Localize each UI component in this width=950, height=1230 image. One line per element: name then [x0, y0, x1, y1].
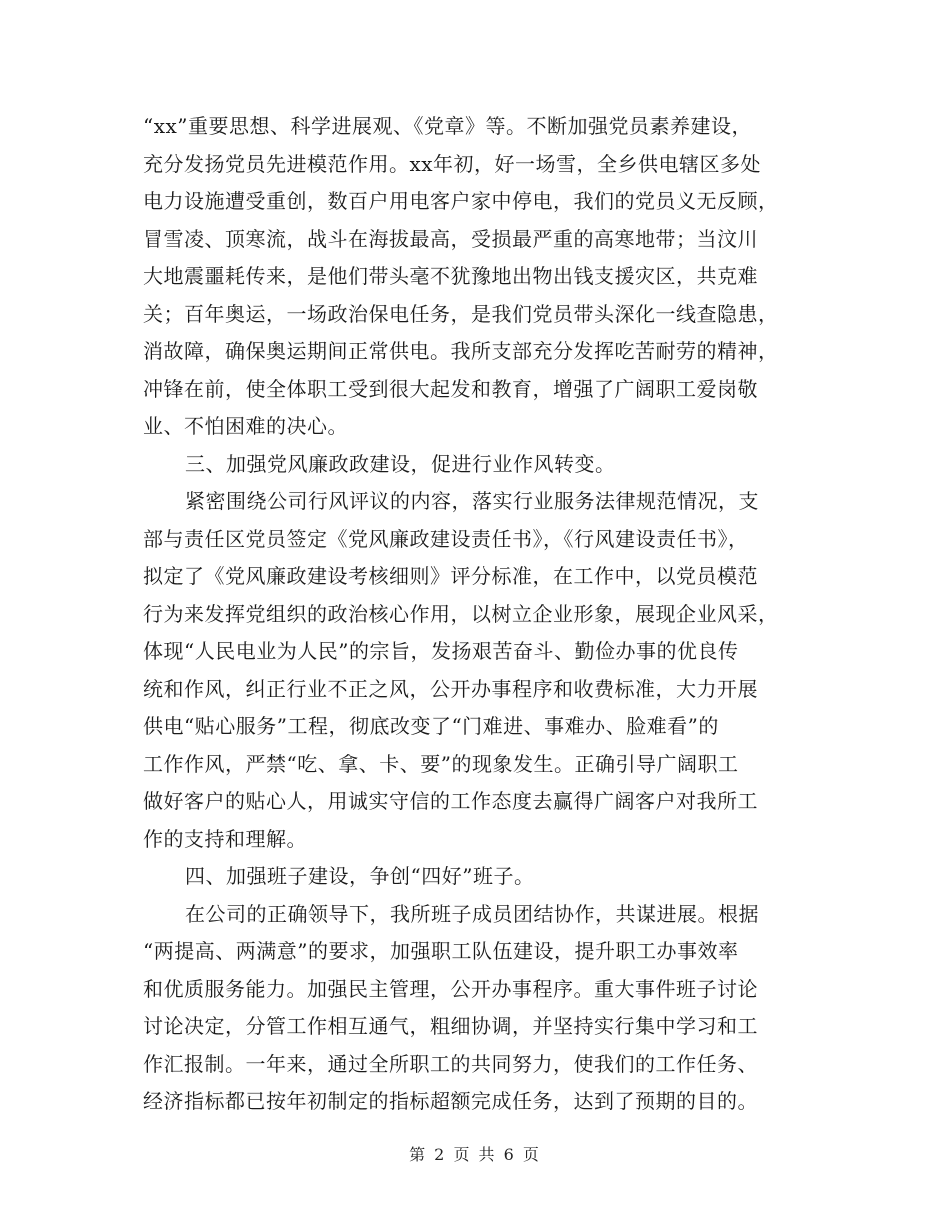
text-line: 供电“贴心服务”工程，彻底改变了“门难进、事难办、脸难看”的 [143, 714, 719, 738]
text-line: 消故障，确保奥运期间正常供电。我所支部充分发挥吃苦耐劳的精神， [143, 339, 779, 363]
text-line: “两提高、两满意”的要求，加强职工队伍建设，提升职工办事效率 [143, 939, 739, 963]
document-body [143, 108, 808, 1121]
text-line: 作汇报制。一年来，通过全所职工的共同努力，使我们的工作任务、 [143, 1051, 758, 1076]
text-line: 关；百年奥运，一场政治保电任务，是我们党员带头深化一线查隐患， [143, 301, 779, 326]
page-number-footer: 第 2 页 共 6 页 [409, 1145, 541, 1164]
text-line: 大地震噩耗传来，是他们带头毫不犹豫地出物出钱支援灾区，共克难 [143, 264, 758, 288]
text-line: “xx”重要思想、科学进展观、《党章》等。不断加强党员素养建设， [143, 114, 753, 138]
text-line: 在公司的正确领导下，我所班子成员团结协作，共谋进展。根据 [185, 901, 759, 926]
text-line: 和优质服务能力。加强民主管理，公开办事程序。重大事件班子讨论 [143, 976, 758, 1001]
text-line: 统和作风，纠正行业不正之风，公开办事程序和收费标准，大力开展 [143, 676, 758, 701]
text-line: 作的支持和理解。 [143, 826, 307, 851]
text-line: 业、不怕困难的决心。 [143, 414, 348, 438]
text-line: 工作作风，严禁“吃、拿、卡、要”的现象发生。正确引导广阔职工 [143, 751, 739, 776]
text-line: 电力设施遭受重创，数百户用电客户家中停电，我们的党员义无反顾， [143, 189, 779, 213]
section-heading: 三、加强党风廉政政建设，促进行业作风转变。 [185, 451, 616, 476]
text-line: 做好客户的贴心人，用诚实守信的工作态度去赢得广阔客户对我所工 [143, 789, 758, 813]
text-line: 拟定了《党风廉政建设考核细则》评分标准，在工作中，以党员模范 [143, 564, 758, 588]
text-line: 冒雪凌、顶寒流，战斗在海拔最高，受损最严重的高寒地带；当汶川 [143, 226, 758, 251]
text-line: 冲锋在前，使全体职工受到很大起发和教育，增强了广阔职工爱岗敬 [143, 376, 758, 401]
text-line: 紧密围绕公司行风评议的内容，落实行业服务法律规范情况，支 [185, 489, 759, 513]
text-line: 充分发扬党员先进模范作用。xx年初，好一场雪，全乡供电辖区多处 [143, 151, 762, 176]
text-line: 讨论决定，分管工作相互通气，粗细协调，并坚持实行集中学习和工 [143, 1014, 758, 1038]
text-line: 体现“人民电业为人民”的宗旨，发扬艰苦奋斗、勤俭办事的优良传 [143, 639, 739, 663]
text-line: 行为来发挥党组织的政治核心作用，以树立企业形象，展现企业风采， [143, 601, 779, 626]
text-line: 经济指标都已按年初制定的指标超额完成任务，达到了预期的目的。 [143, 1089, 758, 1113]
section-heading: 四、加强班子建设，争创“四好”班子。 [185, 864, 535, 888]
text-line: 部与责任区党员签定《党风廉政建设责任书》，《行风建设责任书》， [143, 526, 749, 551]
